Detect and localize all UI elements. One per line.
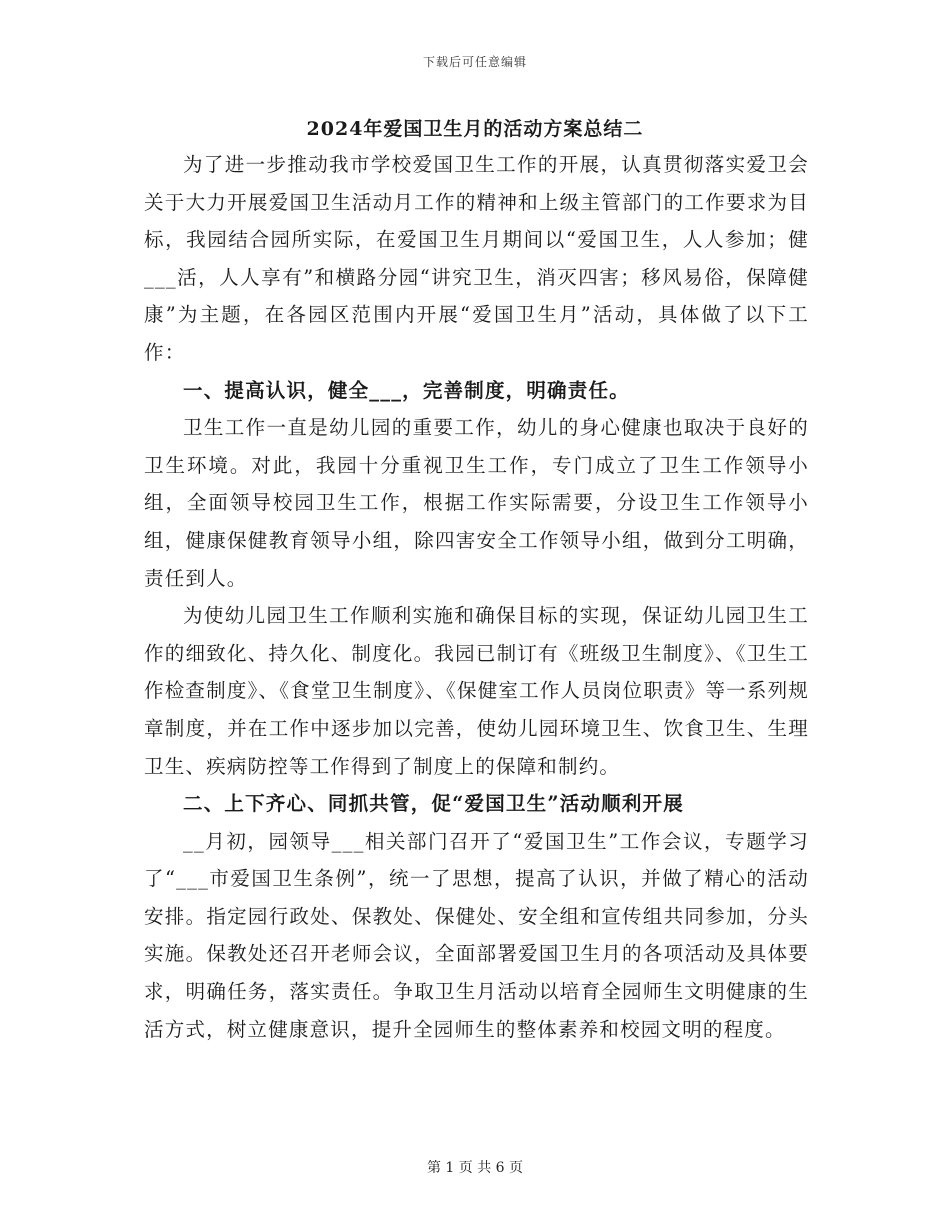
- document-body: [144, 146, 809, 1048]
- section-heading-2: 二、上下齐心、同抓共管，促“爱国卫生”活动顺利开展: [183, 792, 684, 816]
- section-heading-1: 一、提高认识，健全___，完善制度，明确责任。: [183, 378, 630, 402]
- paragraph-leadership: 卫生工作一直是幼儿园的重要工作，幼儿的身心健康也取决于良好的卫生环境。对此，我园十分重视卫生工作，专门成立了卫生工作领导小组，全面领导校园卫生工作，根据工作实际需要，分设卫生工作领导小组，健康保健教育领导小组，除四害安全工作领导小组，做到分工明确，责任到人。: [144, 416, 809, 590]
- paragraph-intro: 为了进一步推动我市学校爱国卫生工作的开展，认真贯彻落实爱卫会关于大力开展爱国卫生活动月工作的精神和上级主管部门的工作要求为目标，我园结合园所实际，在爱国卫生月期间以“爱国卫生，人人参加；健___活，人人享有”和横路分园“讲究卫生，消灭四害；移风易俗，保障健康”为主题，在各园区范围内开展“爱国卫生月”活动，具体做了以下工作：: [144, 153, 809, 364]
- paragraph-regulations: 为使幼儿园卫生工作顺利实施和确保目标的实现，保证幼儿园卫生工作的细致化、持久化、制度化。我园已制订有《班级卫生制度》、《卫生工作检查制度》、《食堂卫生制度》、《保健室工作人员岗位职责》等一系列规章制度，并在工作中逐步加以完善，使幼儿园环境卫生、饮食卫生、生理卫生、疾病防控等工作得到了制度上的保障和制约。: [144, 604, 809, 778]
- header-note: 下载后可任意编辑: [422, 55, 527, 69]
- document-title: 2024年爱国卫生月的活动方案总结二: [306, 118, 644, 140]
- page-number: 第 1 页 共 6 页: [426, 1160, 524, 1176]
- paragraph-meeting: __月初，园领导___相关部门召开了“爱国卫生”工作会议，专题学习了“___市爱国卫生条例”，统一了思想，提高了认识，并做了精心的活动安排。指定园行政处、保教处、保健处、安全组和宣传组共同参加，分头实施。保教处还召开老师会议，全面部署爱国卫生月的各项活动及具体要求，明确任务，落实责任。争取卫生月活动以培育全园师生文明健康的生活方式，树立健康意识，提升全园师生的整体素养和校园文明的程度。: [144, 829, 809, 1041]
